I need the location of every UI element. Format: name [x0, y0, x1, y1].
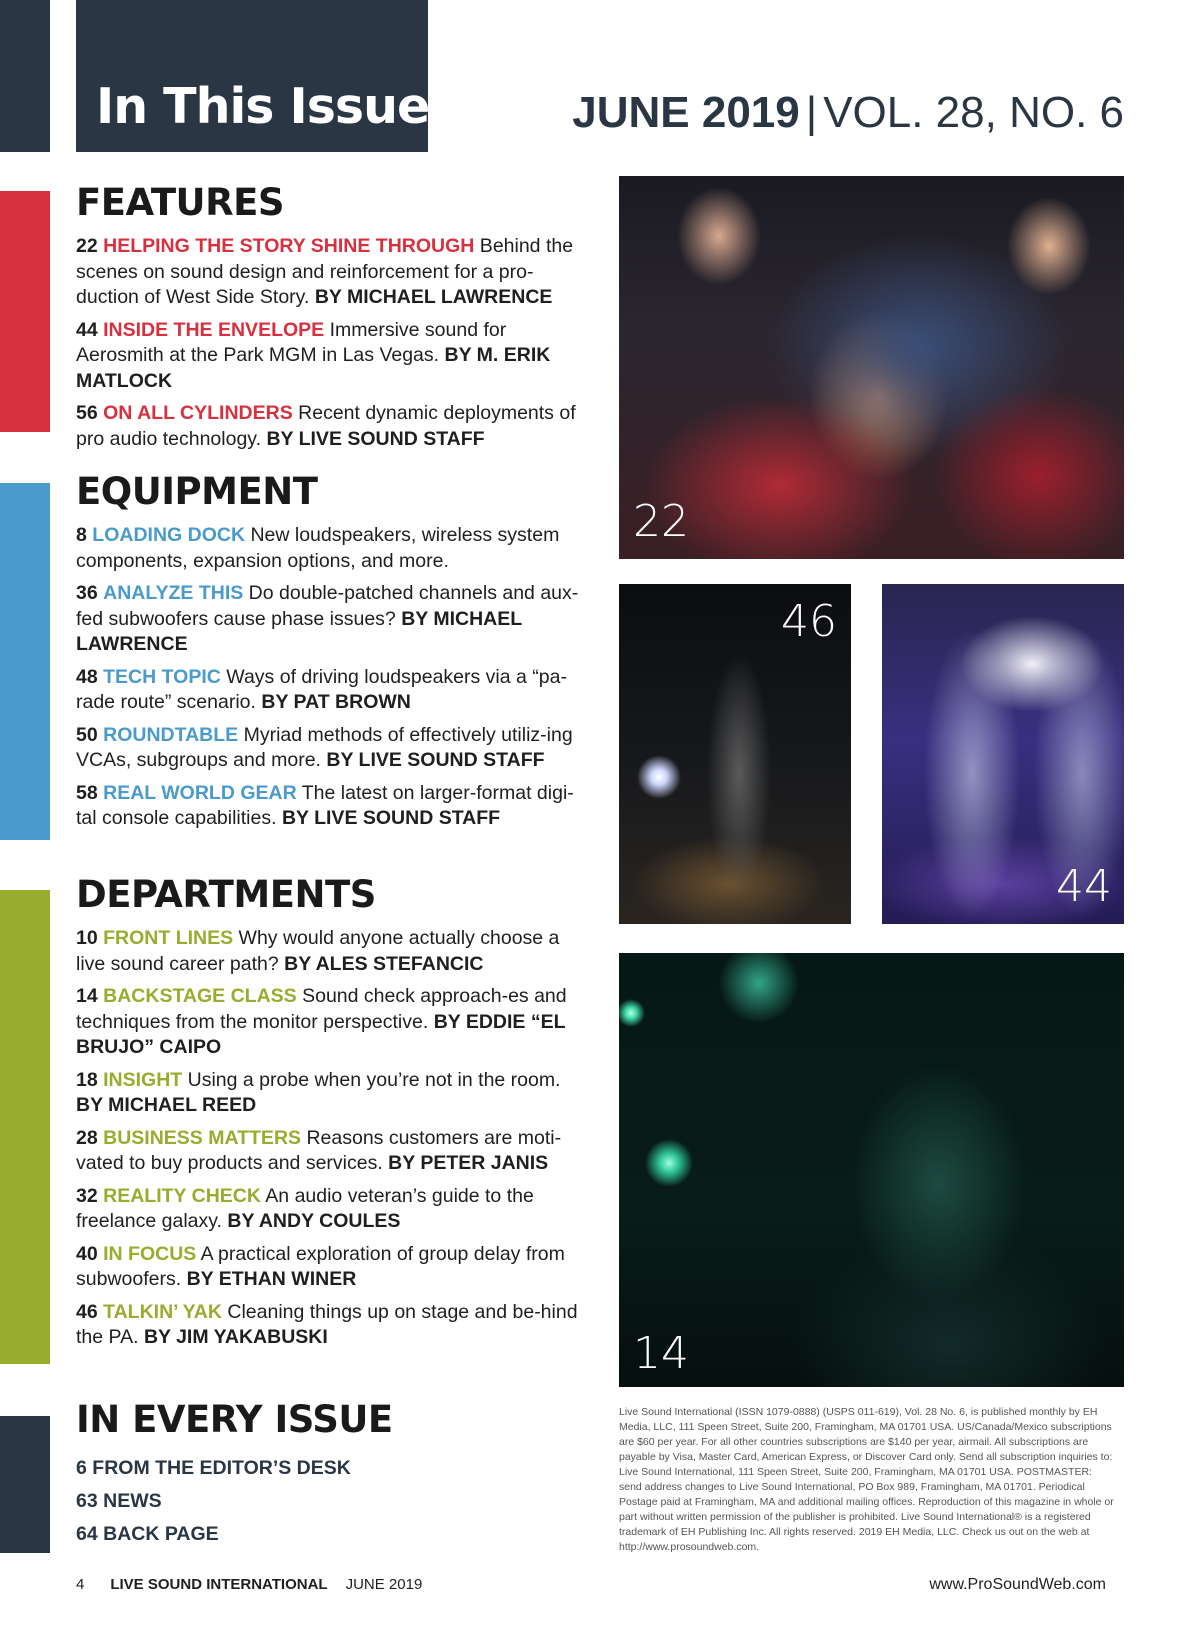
- title-banner: [76, 0, 428, 152]
- issue-date: JUNE 2019: [572, 88, 800, 137]
- toc-desc: Myriad methods of effectively utiliz-ing VCAs, subgroups and more.: [76, 723, 573, 771]
- photo-stage-performers[interactable]: [619, 176, 1124, 559]
- toc-title: BUSINESS MATTERS: [103, 1126, 302, 1149]
- toc-desc: Behind the scenes on sound design and reinforcement for a pro-duction of West Side Story.: [76, 235, 574, 308]
- toc-desc: An audio veteran’s guide to the freelance galaxy.: [76, 1184, 534, 1232]
- toc-page: 58: [76, 781, 98, 804]
- toc-page: 56: [76, 402, 98, 424]
- footer-date: JUNE 2019: [345, 1576, 423, 1593]
- toc-page: 18: [76, 1068, 98, 1091]
- toc-title: BACK PAGE: [103, 1523, 219, 1545]
- toc-desc: Ways of driving loudspeakers via a “pa-rade route” scenario.: [76, 665, 567, 713]
- toc-page: 48: [76, 665, 98, 688]
- toc-title: ANALYZE THIS: [103, 582, 244, 604]
- toc-title: REAL WORLD GEAR: [103, 781, 297, 804]
- toc-title: ROUNDTABLE: [103, 723, 239, 746]
- toc-page: 22: [76, 235, 98, 257]
- photo-page-label: 44: [1056, 861, 1112, 912]
- toc-entry[interactable]: [76, 1488, 586, 1514]
- photo-engineer-silhouette[interactable]: [619, 953, 1124, 1387]
- toc-entry[interactable]: [76, 984, 586, 1061]
- equipment-heading: EQUIPMENT: [76, 470, 318, 513]
- toc-page: 6: [76, 1457, 87, 1479]
- toc-page: 10: [76, 927, 98, 949]
- footer-page-number: 4: [76, 1576, 85, 1593]
- toc-page: 32: [76, 1184, 98, 1207]
- issue-separator: |: [805, 88, 818, 137]
- top-side-bar: [0, 0, 50, 152]
- toc-page: 63: [76, 1490, 98, 1512]
- toc-byline: BY M. ERIK MATLOCK: [76, 344, 551, 392]
- toc-entry[interactable]: [76, 523, 586, 574]
- toc-desc: The latest on larger-format digi-tal console capabilities.: [76, 781, 574, 829]
- toc-page: 40: [76, 1242, 98, 1265]
- toc-entry[interactable]: [76, 1455, 586, 1481]
- toc-byline: BY LIVE SOUND STAFF: [281, 807, 501, 829]
- toc-title: NEWS: [103, 1490, 162, 1512]
- toc-page: 50: [76, 723, 98, 746]
- departments-heading: DEPARTMENTS: [76, 873, 376, 916]
- toc-page: 44: [76, 318, 98, 341]
- toc-page: 8: [76, 524, 87, 546]
- toc-byline: BY ANDY COULES: [227, 1210, 401, 1232]
- every-issue-side-bar: [0, 1416, 50, 1553]
- issue-volume: VOL. 28, NO. 6: [823, 88, 1124, 137]
- issue-info: [572, 88, 1124, 138]
- toc-title: BACKSTAGE CLASS: [103, 985, 297, 1007]
- toc-byline: BY JIM YAKABUSKI: [143, 1326, 328, 1348]
- toc-title: ON ALL CYLINDERS: [103, 402, 293, 424]
- toc-entry[interactable]: [76, 781, 586, 832]
- every-issue-section: [76, 1398, 586, 1554]
- toc-desc: Cleaning things up on stage and be-hind the PA.: [76, 1300, 578, 1348]
- toc-entry[interactable]: [76, 665, 586, 716]
- toc-byline: BY ALES STEFANCIC: [284, 952, 484, 975]
- toc-byline: BY EDDIE “EL BRUJO” CAIPO: [76, 1010, 566, 1058]
- toc-entry[interactable]: [76, 723, 586, 774]
- toc-byline: BY MICHAEL LAWRENCE: [76, 607, 522, 655]
- toc-entry[interactable]: [76, 1126, 586, 1177]
- toc-page: 64: [76, 1523, 98, 1545]
- toc-desc: New loudspeakers, wireless system components, expansion options, and more.: [76, 524, 560, 572]
- photo-concert-lights[interactable]: [882, 584, 1124, 924]
- toc-page: 36: [76, 582, 98, 604]
- toc-byline: BY ETHAN WINER: [186, 1268, 357, 1290]
- toc-entry[interactable]: [76, 318, 586, 395]
- toc-title: IN FOCUS: [103, 1242, 197, 1265]
- toc-byline: BY LIVE SOUND STAFF: [326, 749, 545, 771]
- toc-desc: Immersive sound for Aerosmith at the Park MGM in Las Vegas.: [76, 318, 507, 366]
- toc-title: FROM THE EDITOR’S DESK: [92, 1457, 351, 1479]
- features-heading: FEATURES: [76, 181, 285, 224]
- toc-title: INSIGHT: [103, 1068, 183, 1091]
- departments-side-bar: [0, 890, 50, 1364]
- equipment-section: [76, 470, 586, 839]
- toc-desc: Why would anyone actually choose a live sound career path?: [76, 927, 560, 975]
- toc-title: TALKIN’ YAK: [103, 1300, 222, 1323]
- toc-title: HELPING THE STORY SHINE THROUGH: [103, 235, 475, 257]
- toc-entry[interactable]: [76, 401, 586, 452]
- toc-entry[interactable]: [76, 1521, 586, 1547]
- toc-page: 28: [76, 1126, 98, 1149]
- toc-entry[interactable]: [76, 581, 586, 658]
- toc-byline: BY MICHAEL REED: [76, 1094, 257, 1116]
- toc-desc: Using a probe when you’re not in the room.: [182, 1068, 561, 1091]
- toc-entry[interactable]: [76, 234, 586, 311]
- page-title: In This Issue: [96, 78, 430, 135]
- footer-left: [76, 1576, 422, 1593]
- toc-entry[interactable]: [76, 1300, 586, 1351]
- photo-loudspeaker-array[interactable]: [619, 584, 851, 924]
- toc-page: 14: [76, 985, 98, 1007]
- photo-page-label: 22: [633, 496, 689, 547]
- photo-page-label: 14: [633, 1328, 689, 1379]
- toc-desc: Recent dynamic deployments of pro audio technology.: [76, 402, 576, 450]
- toc-title: LOADING DOCK: [92, 524, 246, 546]
- toc-entry[interactable]: [76, 926, 586, 977]
- toc-title: FRONT LINES: [103, 927, 234, 949]
- photo-page-label: 46: [781, 596, 837, 647]
- toc-title: REALITY CHECK: [103, 1184, 261, 1207]
- toc-title: INSIDE THE ENVELOPE: [103, 318, 325, 341]
- publication-fine-print: Live Sound International (ISSN 1079-0888) (USPS 011-619), Vol. 28 No. 6, is published monthly by EH Media, LLC, 111 Speen Street, Suite 200, Framingham, MA 01701 USA. US/Canada/Mexico subscriptions are $60 per year. For all other countries subscriptions are $140 per year, airmail. All subscriptions are payable by Visa, Master Card, American Express, or Discover Card only. Send all subscription inquiries to: Live Sound International, 111 Speen Street, Suite 200, Framingham, MA 01701 USA. POSTMASTER: send address changes to Live Sound International, PO Box 989, Framingham, MA 01701. Periodical Postage paid at Framingham, MA and additional mailing offices. Reproduction of this magazine in whole or part without written permission of the publisher is prohibited. Live Sound International® is a registered trademark of EH Publishing Inc. All rights reserved. 2019 EH Media, LLC. Check us out on the web at http://www.prosoundweb.com.: [619, 1406, 1114, 1553]
- toc-byline: BY MICHAEL LAWRENCE: [314, 286, 553, 308]
- footer-website-link[interactable]: www.ProSoundWeb.com: [929, 1576, 1106, 1593]
- toc-title: TECH TOPIC: [103, 665, 221, 688]
- equipment-side-bar: [0, 483, 50, 840]
- footer-magazine: LIVE SOUND INTERNATIONAL: [110, 1576, 328, 1593]
- toc-entry[interactable]: [76, 1068, 586, 1119]
- features-section: [76, 181, 586, 459]
- toc-desc: Sound check approach-es and techniques from the monitor perspective.: [76, 985, 567, 1033]
- toc-desc: Reasons customers are moti-vated to buy products and services.: [76, 1126, 562, 1174]
- toc-byline: BY LIVE SOUND STAFF: [266, 427, 485, 450]
- features-side-bar: [0, 191, 50, 432]
- every-issue-heading: IN EVERY ISSUE: [76, 1398, 393, 1441]
- toc-byline: BY PAT BROWN: [261, 691, 411, 713]
- departments-section: [76, 873, 586, 1358]
- toc-desc: Do double-patched channels and aux-fed subwoofers cause phase issues?: [76, 582, 579, 630]
- toc-page: 46: [76, 1300, 98, 1323]
- toc-entry[interactable]: [76, 1242, 586, 1293]
- toc-byline: BY PETER JANIS: [388, 1152, 549, 1174]
- toc-desc: A practical exploration of group delay from subwoofers.: [76, 1242, 565, 1290]
- toc-entry[interactable]: [76, 1184, 586, 1235]
